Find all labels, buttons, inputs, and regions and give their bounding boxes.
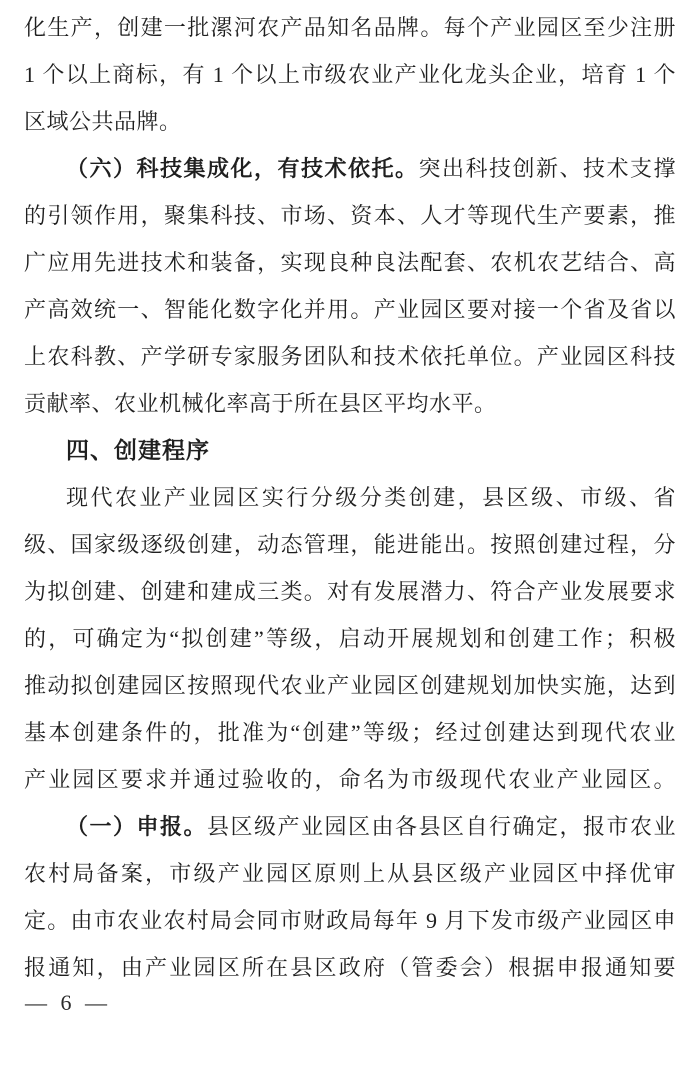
text-segment: 推动拟创建园区按照现代农业产业园区创建规划加快实施，达到 <box>24 673 676 698</box>
text-line <box>24 145 676 192</box>
text-line <box>24 380 676 427</box>
text-line <box>24 239 676 286</box>
section-heading <box>24 427 676 474</box>
text-segment: 农村局备案，市级产业园区原则上从县区级产业园区中择优审 <box>24 861 676 886</box>
text-line <box>24 756 676 803</box>
text-segment: 区域公共品牌。 <box>24 109 182 134</box>
text-line <box>24 568 676 615</box>
text-line <box>24 192 676 239</box>
text-line <box>24 615 676 662</box>
text-segment: 广应用先进技术和装备，实现良种良法配套、农机农艺结合、高 <box>24 250 676 275</box>
text-segment: 的引领作用，聚集科技、市场、资本、人才等现代生产要素，推 <box>24 203 676 228</box>
text-segment: 化生产，创建一批漯河农产品知名品牌。每个产业园区至少注册 <box>24 15 676 40</box>
text-line <box>24 803 676 850</box>
bold-lead-text: （一）申报。 <box>66 814 207 839</box>
text-line <box>24 897 676 944</box>
text-line <box>24 333 676 380</box>
text-segment: 县区级产业园区由各县区自行确定，报市农业 <box>207 814 676 839</box>
bold-lead-text: （六）科技集成化，有技术依托。 <box>66 156 419 181</box>
text-line <box>24 662 676 709</box>
text-line <box>24 4 676 51</box>
text-segment: 的，可确定为“拟创建”等级，启动开展规划和创建工作；积极 <box>24 626 677 651</box>
text-segment: 基本创建条件的，批准为“创建”等级；经过创建达到现代农业 <box>24 720 677 745</box>
text-segment: 产业园区要求并通过验收的，命名为市级现代农业产业园区。 <box>24 767 676 792</box>
text-segment: 突出科技创新、技术支撑 <box>418 156 676 181</box>
text-line <box>24 709 676 756</box>
text-segment: 报通知，由产业园区所在县区政府（管委会）根据申报通知要 <box>24 955 676 980</box>
text-line <box>24 51 676 98</box>
text-line <box>24 98 676 145</box>
text-segment: 产高效统一、智能化数字化并用。产业园区要对接一个省及省以 <box>24 297 676 322</box>
text-segment: 1 个以上商标，有 1 个以上市级农业产业化龙头企业，培育 1 个 <box>24 62 676 87</box>
text-segment: 定。由市农业农村局会同市财政局每年 9 月下发市级产业园区申 <box>24 908 676 933</box>
text-segment: 级、国家级逐级创建，动态管理，能进能出。按照创建过程，分 <box>24 532 676 557</box>
text-line <box>24 850 676 897</box>
text-line <box>24 474 676 521</box>
text-line <box>24 944 676 991</box>
text-segment: 贡献率、农业机械化率高于所在县区平均水平。 <box>24 391 497 416</box>
text-segment: 为拟创建、创建和建成三类。对有发展潜力、符合产业发展要求 <box>24 579 676 604</box>
document-body <box>24 4 676 991</box>
page-number: — 6 — <box>25 990 107 1015</box>
text-line <box>24 521 676 568</box>
bold-lead-text: 四、创建程序 <box>66 437 210 463</box>
text-segment: 现代农业产业园区实行分级分类创建，县区级、市级、省 <box>66 485 676 510</box>
text-line <box>24 286 676 333</box>
text-segment: 上农科教、产学研专家服务团队和技术依托单位。产业园区科技 <box>24 344 676 369</box>
